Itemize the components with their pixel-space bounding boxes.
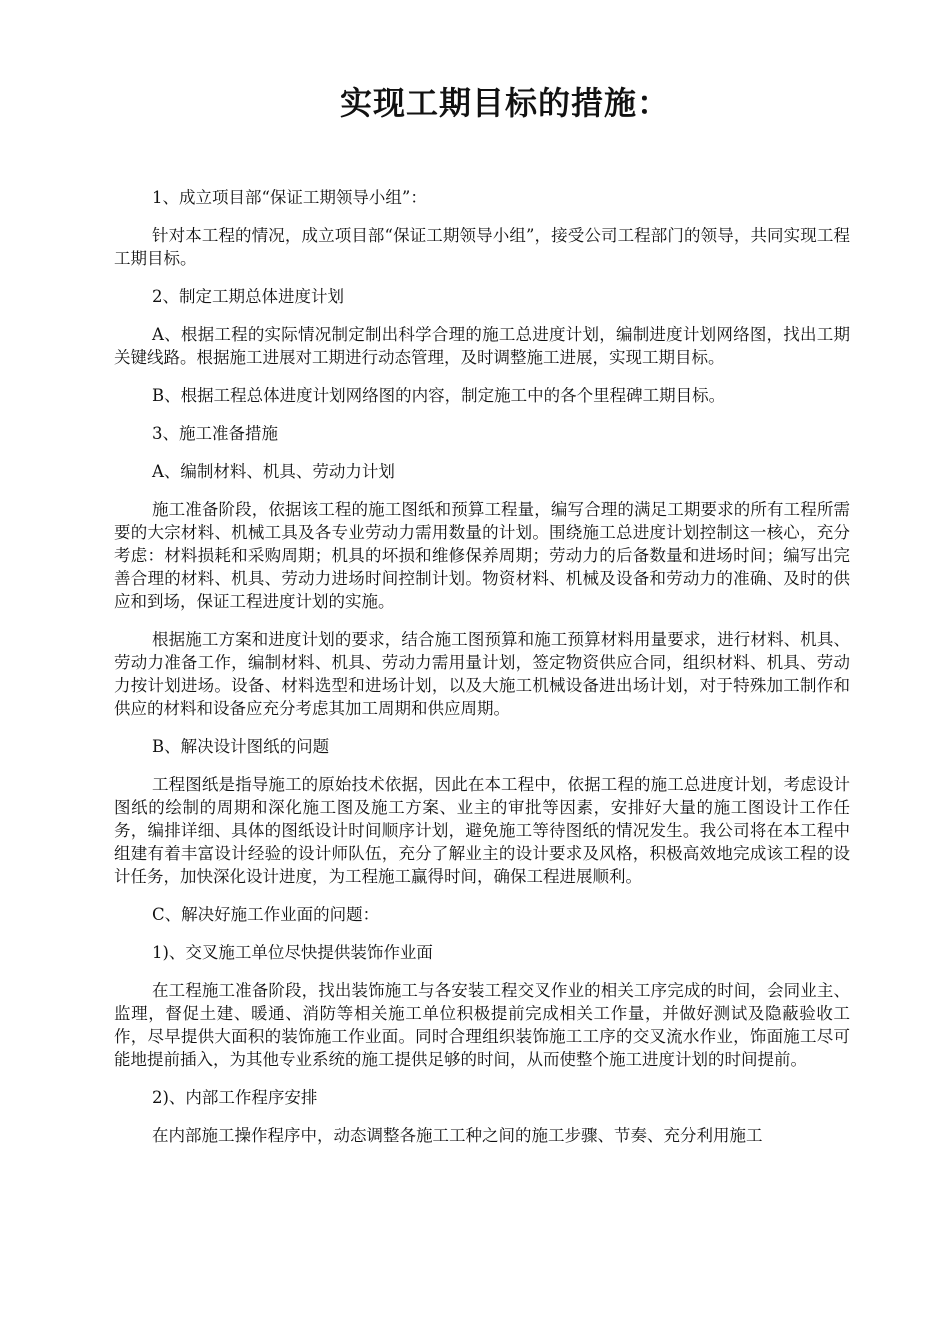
paragraph: 1)、交叉施工单位尽快提供装饰作业面 [152, 943, 433, 962]
paragraph: 2、制定工期总体进度计划 [152, 287, 344, 306]
document-body [114, 186, 850, 1162]
paragraph: 施工准备阶段，依据该工程的施工图纸和预算工程量，编写合理的满足工期要求的所有工程所需要的大宗材料、机械工具及各专业劳动力需用数量的计划。围绕施工总进度计划控制这一核心，充分考虑：材料损耗和采购周期；机具的坏损和维修保养周期；劳动力的后备数量和进场时间；编写出完善合理的材料、机具、劳动力进场时间控制计划。物资材料、机械及设备和劳动力的准确、及时的供应和到场，保证工程进度计划的实施。 [114, 500, 850, 611]
paragraph: B、解决设计图纸的问题 [152, 737, 330, 756]
paragraph: 1、成立项目部“保证工期领导小组”： [152, 188, 427, 207]
paragraph: 根据施工方案和进度计划的要求，结合施工图预算和施工预算材料用量要求，进行材料、机具、劳动力准备工作，编制材料、机具、劳动力需用量计划，签定物资供应合同，组织材料、机具、劳动力按计划进场。设备、材料选型和进场计划，以及大施工机械设备进出场计划，对于特殊加工制作和供应的材料和设备应充分考虑其加工周期和供应周期。 [114, 630, 850, 718]
paragraph: 工程图纸是指导施工的原始技术依据，因此在本工程中，依据工程的施工总进度计划，考虑设计图纸的绘制的周期和深化施工图及施工方案、业主的审批等因素，安排好大量的施工图设计工作任务，编排详细、具体的图纸设计时间顺序计划，避免施工等待图纸的情况发生。我公司将在本工程中组建有着丰富设计经验的设计师队伍，充分了解业主的设计要求及风格，积极高效地完成该工程的设计任务，加快深化设计进度，为工程施工赢得时间，确保工程进展顺利。 [114, 775, 850, 886]
paragraph: C、解决好施工作业面的问题： [152, 905, 380, 924]
paragraph: 针对本工程的情况，成立项目部“保证工期领导小组”，接受公司工程部门的领导，共同实现工程工期目标。 [114, 226, 850, 268]
document-title: 实现工期目标的措施： [339, 84, 670, 122]
paragraph: B、根据工程总体进度计划网络图的内容，制定施工中的各个里程碑工期目标。 [152, 386, 726, 405]
paragraph: A、根据工程的实际情况制定制出科学合理的施工总进度计划，编制进度计划网络图，找出工期关键线路。根据施工进展对工期进行动态管理，及时调整施工进展，实现工期目标。 [114, 325, 850, 367]
paragraph: 在内部施工操作程序中，动态调整各施工工种之间的施工步骤、节奏、充分利用施工 [152, 1126, 763, 1145]
paragraph: 3、施工准备措施 [152, 424, 278, 443]
paragraph: 在工程施工准备阶段，找出装饰施工与各安装工程交叉作业的相关工序完成的时间，会同业主、监理，督促土建、暖通、消防等相关施工单位积极提前完成相关工作量，并做好测试及隐蔽验收工作，尽早提供大面积的装饰施工作业面。同时合理组织装饰施工工序的交叉流水作业，饰面施工尽可能地提前插入，为其他专业系统的施工提供足够的时间，从而使整个施工进度计划的时间提前。 [114, 981, 850, 1069]
paragraph: 2)、内部工作程序安排 [152, 1088, 318, 1107]
paragraph: A、编制材料、机具、劳动力计划 [152, 462, 395, 481]
